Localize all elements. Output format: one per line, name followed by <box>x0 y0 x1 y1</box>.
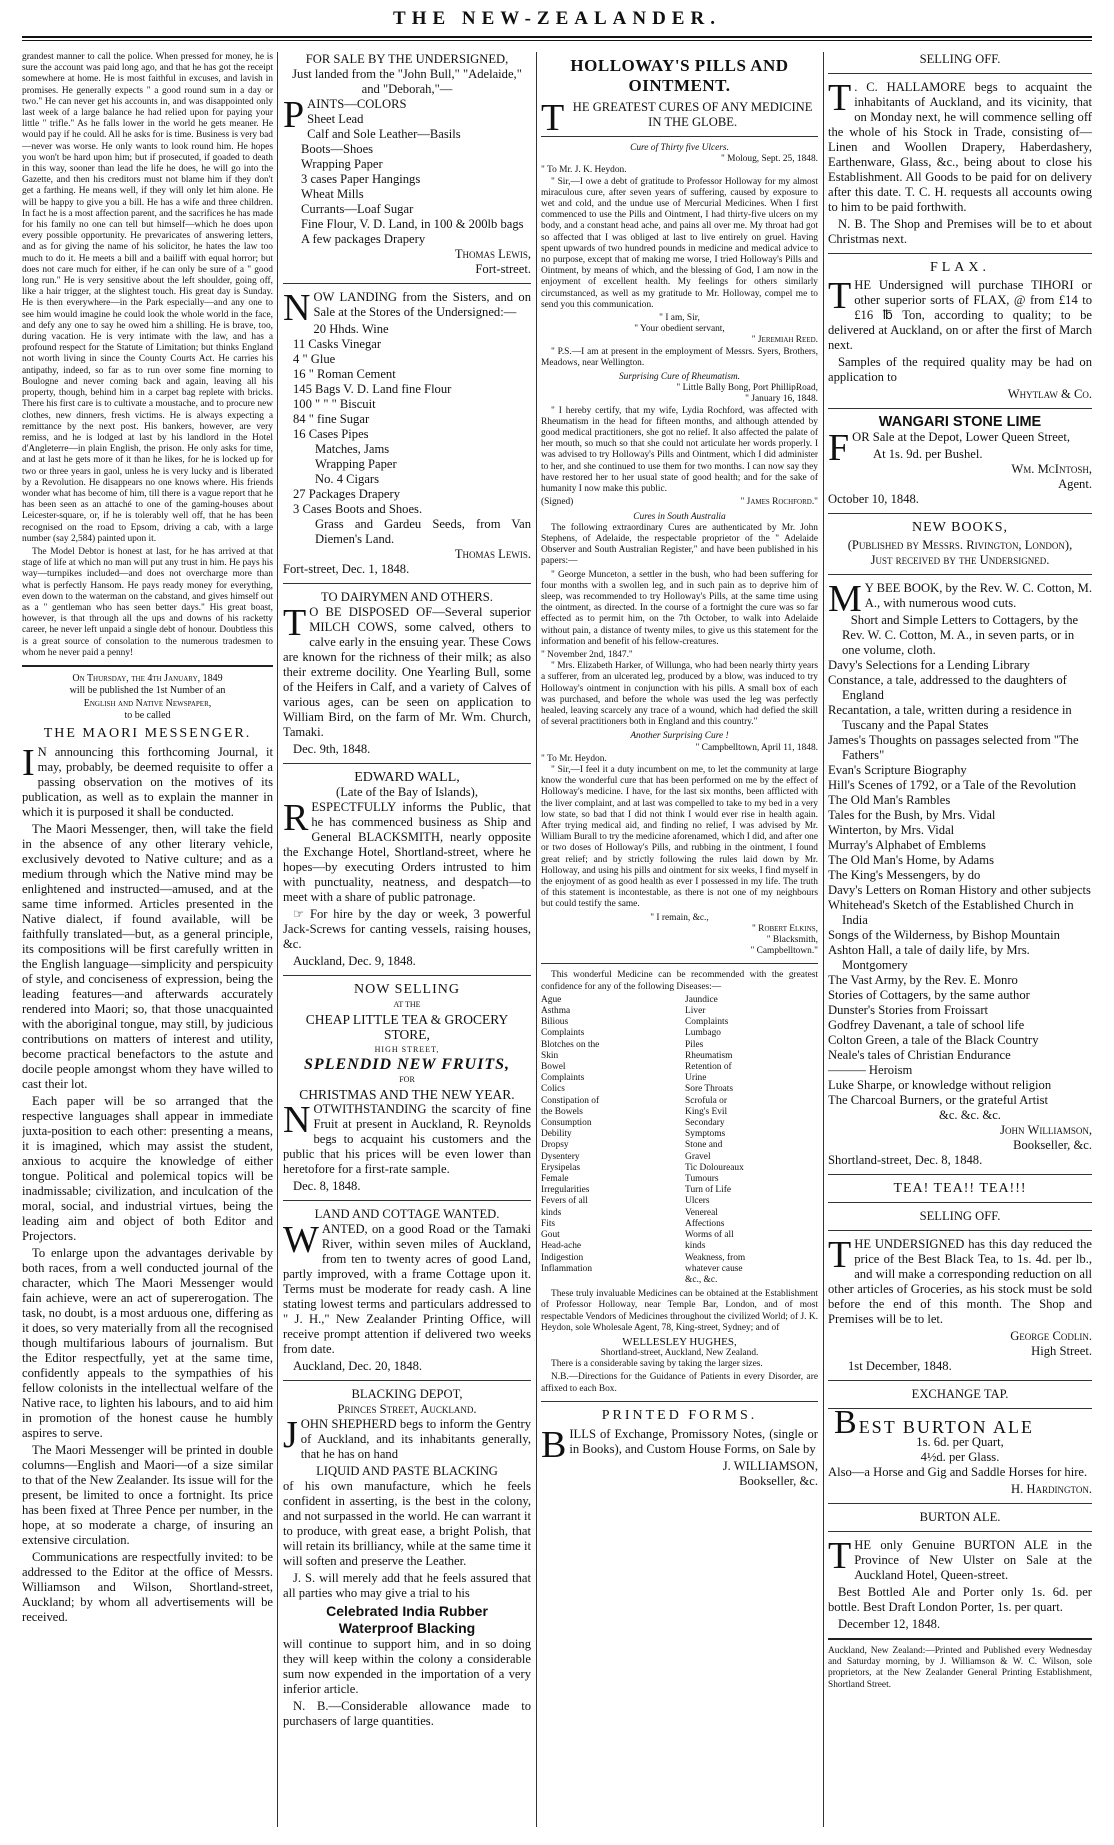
ad-subheading: FOR <box>399 1075 415 1084</box>
date: Auckland, Dec. 9, 1848. <box>293 954 416 968</box>
list-item: The Old Man's Home, by Adams <box>828 853 994 867</box>
divider <box>828 1503 1092 1504</box>
divider <box>828 1202 1092 1203</box>
list-item: Ulcers <box>685 1196 710 1207</box>
date: Shortland-street, Dec. 8, 1848. <box>828 1153 983 1167</box>
drop-cap: F <box>828 427 850 469</box>
signature: Agent. <box>1058 477 1092 491</box>
divider <box>828 1531 1092 1532</box>
cure-signature: " James Rochford." <box>740 497 818 508</box>
divider <box>283 583 531 584</box>
rubber-blacking-heading: Celebrated India Rubber <box>326 1603 488 1619</box>
paragraph: HE Undersigned will purchase TIHORI or other superior sorts of FLAX, @ from £14 to £16 ℔ Ton, according to quality; to be delivered at Auckland, on or after the first of March next. <box>828 278 1092 352</box>
holloway-note: N.B.—Directions for the Guidance of Patients in every Disorder, are affixed to each Box. <box>541 1372 818 1394</box>
cure-signature: " Robert Elkins, <box>752 923 818 934</box>
list-item: Whitehead's Sketch of the Established Church in India <box>828 898 1074 927</box>
rubber-blacking-heading: Waterproof Blacking <box>338 1620 476 1636</box>
cure-signature: " Campbelltown." <box>750 946 818 957</box>
date: October 10, 1848. <box>828 492 919 506</box>
ad-heading: SELLING OFF. <box>919 52 1001 66</box>
cure-addressee: " To Mr. J. K. Heydon. <box>541 165 627 176</box>
imprint: Auckland, New Zealand:—Printed and Published every Wednesday and Saturday morning, by J. Williamson & W. C. Wilson, sole proprietors, at the New Zealander General Printing Establishment, Shortland Street. <box>828 1646 1092 1690</box>
cure-letter: " Mrs. Elizabeth Harker, of Willunga, who had been nearly thirty years a sufferer, from an ulcerated leg, produced by a blow, was induced to try Holloway's ointment in conjunction with his pills. A small box of each was purchased, and before the whole was used the leg was perfectly healed, leaving scarcely any trace of a wound, which had defied the skill of several practitioners both in England and this country." <box>541 661 818 728</box>
date: December 12, 1848. <box>838 1617 941 1631</box>
list-item: Stories of Cottagers, by the same author <box>828 988 1030 1002</box>
cure-letter: " Sir,—I owe a debt of gratitude to Professor Holloway for my almost miraculous cure, after seven years of suffering, caused by exposure to wet and cold, and the undue use of Mercurial Medicines. When I first commenced to use the Pills and Ointment, I had thirty-five ulcers on my body, and a constant head ache, and pains all over me. My throat had got so affected that I was obliged at last to live entirely on gruel. Having spent upwards of two hundred pounds in medicine and medical advice to no purpose, except that of making me worse, I tried Holloway's Pills and Ointment, by means of which, and the blessing of God, I am now in the enjoyment of excellent health. My feelings for others similarly circumstanced, as well as my gratitude to Mr. Holloway, compel me to send you this communication. <box>541 176 818 310</box>
paragraph: Best Bottled Ale and Porter only 1s. 6d. per bottle. Best Draft London Porter, 1s. per quart. <box>828 1585 1092 1614</box>
list-item: 145 Bags V. D. Land fine Flour <box>293 382 452 396</box>
signature: J. WILLIAMSON, <box>722 1458 818 1473</box>
list-item: Constance, a tale, addressed to the daughters of England <box>828 673 1067 702</box>
list-item: Grass and Gardeu Seeds, from Van Diemen's Land. <box>315 517 531 546</box>
maori-messenger-body <box>22 742 273 1625</box>
list-item: Gout <box>541 1230 560 1241</box>
ad-heading: WANGARI STONE LIME <box>878 414 1042 430</box>
list-item: The Charcoal Burners, or the grateful Artist <box>828 1093 1048 1107</box>
paragraph: Also—a Horse and Gig and Saddle Horses for hire. <box>828 1465 1088 1479</box>
list-item: Lumbago <box>685 1028 721 1039</box>
list-item: Wrapping Paper <box>301 157 383 171</box>
paragraph: O BE DISPOSED OF—Several superior MILCH COWS, some calved, others to calve early in the ensuing year. These Cows are known for the richness of their milk; as also their extreme docility. One Yearling Bull, some of the Heifers in Calf, and a variety of Calves of various ages, can be seen on application to William Bird, on the farm of Mr. Wm. Church, Tamaki. <box>283 605 531 739</box>
list-item: Inflammation <box>541 1263 593 1274</box>
divider <box>283 1380 531 1381</box>
list-item: The King's Messengers, by do <box>828 868 981 882</box>
holloway-subtitle: HE GREATEST CURES OF ANY MEDICINE IN THE GLOBE. <box>572 100 813 129</box>
divider <box>828 73 1092 74</box>
list-item: Bowel Complaints <box>541 1062 585 1084</box>
list-item: Wrapping Paper <box>315 457 397 471</box>
list-item: Liver Complaints <box>685 1006 729 1028</box>
cure-closing: " I am, Sir, <box>659 313 700 324</box>
date: Fort-street, Dec. 1, 1848. <box>283 562 410 576</box>
cure-heading: Surprising Cure of Rheumatism. <box>618 372 740 383</box>
paragraph: N announcing this forthcoming Journal, it may, probably, be deemed requisite to offer a passing observation on the motives of its publication, as well as to explain the manner in which it is purposed it shall be conducted. <box>22 745 273 820</box>
list-item: Tumours <box>685 1174 719 1185</box>
divider <box>828 1638 1092 1640</box>
divider <box>828 1408 1092 1409</box>
masthead-rule-top <box>22 36 1092 38</box>
paragraph: Each paper will be so arranged that the respective languages shall appear in immediate juxta-position to each other: presenting a means, it is imagined, which may assist the student, anxious to acquire the knowledge of either tongue. Political and polemical topics will be inadmissable; civilization, and inculcation of the moral, social, and industrial virtues, being the leading aim and object of both Editor and Projectors. <box>22 1094 273 1244</box>
paragraph: OTWITHSTANDING the scarcity of fine Fruit at present in Auckland, R. Reynolds begs to acquaint his customers and the public that his prices will be even lower than heretofore for a first-rate sample. <box>283 1102 531 1176</box>
column-divider <box>277 52 278 1827</box>
list-item: Songs of the Wilderness, by Bishop Mountain <box>828 928 1060 942</box>
column-divider <box>536 52 537 1827</box>
paragraph: ILLS of Exchange, Promissory Notes, (single or in Books), and Custom House Forms, on Sale by <box>569 1426 818 1456</box>
signature: John Williamson, <box>1000 1123 1092 1137</box>
paragraph: will continue to support him, and in so doing they will keep within the colony a considerable sum now expended in the importation of a very inferior article. <box>283 1637 531 1696</box>
cure-place: " Moloug, Sept. 25, 1848. <box>720 154 818 165</box>
list-item: Female Irregularities <box>541 1174 590 1196</box>
list-item: No. 4 Cigars <box>315 472 380 486</box>
list-item: Erysipelas <box>541 1162 581 1173</box>
drop-cap: T <box>283 602 307 644</box>
list-item: Godfrey Davenant, a tale of school life <box>828 1018 1025 1032</box>
list-item: 4 " Glue <box>293 352 336 366</box>
signature: H. Hardington. <box>1011 1482 1092 1496</box>
date: Dec. 8, 1848. <box>293 1179 361 1193</box>
maori-intro-line: will be published the 1st Number of an <box>69 685 226 697</box>
ad-heading: EXCHANGE TAP. <box>911 1387 1009 1401</box>
date: Dec. 9th, 1848. <box>293 742 371 756</box>
paragraph: . C. HALLAMORE begs to acquaint the inhabitants of Auckland, and its vicinity, that on Monday next, he will commence selling off the whole of his Stock in Trade, consisting of—Linen and Woollen Drapery, Haberdashery, Earthenware, Glass, &c., being about to close his Establishment. All Goods to be paid for on delivery after this date. T. C. H. requests all accounts owing to him to be paid forthwith. <box>828 80 1092 214</box>
list-item: The Vast Army, by the Rev. E. Monro <box>828 973 1018 987</box>
list-item: Winterton, by Mrs. Vidal <box>828 823 955 837</box>
list-item: Davy's Letters on Roman History and other subjects <box>828 883 1091 897</box>
divider <box>541 136 818 137</box>
list-item: The Old Man's Rambles <box>828 793 951 807</box>
list-item: Dunster's Stories from Froissart <box>828 1003 989 1017</box>
divider <box>828 1380 1092 1381</box>
list-item: Tic Doloureaux <box>685 1162 744 1173</box>
list-item: 20 Hhds. Wine <box>313 322 389 336</box>
drop-cap: N <box>283 287 311 329</box>
signature: Thomas Lewis, <box>454 247 531 261</box>
divider <box>22 665 273 667</box>
ad-heading: EDWARD WALL, <box>354 770 460 785</box>
list-item: Luke Sharpe, or knowledge without religion <box>828 1078 1052 1092</box>
cure-letter: The following extraordinary Cures are authenticated by Mr. John Stephens, of Adelaide, the respectable proprietor of the " Adelaide Observer and South Australian Register," and have been published in his papers:— <box>541 522 818 567</box>
list-item: Dysentery <box>541 1151 580 1162</box>
cure-date: " January 16, 1848. <box>745 394 818 405</box>
divider <box>283 763 531 764</box>
cure-place: " Campbelltown, April 11, 1848. <box>695 742 818 753</box>
etc: &c. &c. &c. <box>939 1108 1001 1122</box>
paragraph: OW LANDING from the Sisters, and on Sale at the Stores of the Undersigned:— <box>313 290 531 319</box>
landing-list <box>283 322 531 547</box>
price: 1s. 6d. per Quart, <box>916 1435 1004 1449</box>
maori-intro-line: to be called <box>124 709 171 721</box>
divider <box>283 283 531 284</box>
list-item: Indigestion <box>541 1252 584 1263</box>
column-2 <box>283 52 531 1832</box>
price: 4½d. per Glass. <box>920 1450 1000 1464</box>
drop-cap: P <box>283 94 305 136</box>
ad-heading: TEA! TEA!! TEA!!! <box>893 1181 1027 1196</box>
cure-addressee: " To Mr. Heydon. <box>541 753 607 764</box>
list-item: 3 cases Paper Hangings <box>301 172 421 186</box>
maori-intro-line: English and Native Newspaper, <box>83 697 212 709</box>
signature: Wm. McIntosh, <box>1011 462 1092 476</box>
list-item: Evan's Scripture Biography <box>828 763 967 777</box>
maori-messenger-title: THE MAORI MESSENGER. <box>43 726 252 742</box>
list-item: Constipation of the Bowels <box>541 1095 600 1117</box>
ad-heading: PRINTED FORMS. <box>601 1407 758 1423</box>
paragraph: To enlarge upon the advantages derivable by both races, from a well conducted journal of the character, which The Maori Messenger would fain achieve, were an act of supererogation. The task, no doubt, is a most arduous one, differing as it does, so very materially from all the recognised though multifarious labours of journalism. But the Editor respectfully, yet at the same time, confidently appeals to the sympathies of his fellow colonists in the intellectual welfare of the Native race, to lighten his labours, and to aid him in promotion of the honest cause he humbly aspires to serve. <box>22 1246 273 1441</box>
list-item: &c., &c. <box>685 1274 718 1285</box>
column-1 <box>22 52 273 1832</box>
diseases-list <box>541 995 818 1286</box>
cure-signed: (Signed) <box>541 497 574 508</box>
list-item: Sheet Lead <box>307 112 364 126</box>
ad-subheading: Princes Street, Auckland. <box>337 1402 477 1416</box>
ad-subheading: AT THE <box>393 1000 421 1009</box>
list-item: A few packages Drapery <box>301 232 426 246</box>
ad-heading: BURTON ALE. <box>919 1510 1001 1524</box>
agent-address: Shortland-street, Auckland, New Zealand. <box>600 1347 759 1358</box>
list-item: Boots—Shoes <box>301 142 374 156</box>
list-item: Secondary Symptoms <box>685 1118 726 1140</box>
paragraph: OHN SHEPHERD begs to inform the Gentry of Auckland, and its inhabitants generally, that he has on hand <box>300 1417 531 1461</box>
list-item: 11 Casks Vinegar <box>293 337 382 351</box>
list-item: Murray's Alphabet of Emblems <box>828 838 986 852</box>
model-debtor-text-2: The Model Debtor is honest at last, for he has arrived at that stage of life at which no man will put any trust in him. He pays his way—turnpikes included—and does not overcharge more than what is perfectly Hansom. He pays ready money for everything, even down to the waterman on the cabstand, and gives himself out as a " gentleman who has seen better days." His great boast, however, is that through all the ups and downs of his racketty career, he never left unpaid a single debt of honour. Doubtless this is a great source of consolation to the numerous tradesmen to whom he never paid a penny! <box>22 546 273 658</box>
list-item: Debility <box>541 1129 572 1140</box>
ad-heading: FLAX. <box>929 260 991 275</box>
column-divider <box>823 52 824 1827</box>
paragraph: HE only Genuine BURTON ALE in the Province of New Ulster on Sale at the Auckland Hotel, Queen-street. <box>854 1538 1092 1582</box>
paragraph: N. B. The Shop and Premises will be to et about Christmas next. <box>828 217 1092 246</box>
column-4 <box>828 52 1092 1832</box>
list-item: Currants—Loaf Sugar <box>301 202 414 216</box>
divider <box>283 975 531 976</box>
paragraph: The Maori Messenger, then, will take the field in the absence of any other literary vehicle, exclusively devoted to Native culture; and as a medium through which the Native mind may be enlightened and instructed—amused, and at the same time informed. Articles presented in the Native dialect, if found available, will be faithfully translated—but, as a general principle, its compositions will be first carefully written in the English language—simplicity and perspicuity of style, and conciseness of expression, being the leading features—and afterwards accurately rendered into Maori; so, that those unacquainted with the aboriginal tongue, may still, by judicious contributions on matters of interest and utility, become practical benefactors to the astute and docile people amongst whom they have willed to cast their lot. <box>22 822 273 1092</box>
drop-cap: J <box>283 1414 298 1456</box>
list-item: 84 " fine Sugar <box>293 412 370 426</box>
list-item: Stone and Gravel <box>685 1140 723 1162</box>
ad-subheading: (Published by Messrs. Rivington, London), <box>847 538 1073 552</box>
paragraph: The Maori Messenger will be printed in double columns—English and Maori—of a size similar to that of the New Zealander. Its issue will for the present, be limited to once a fortnight. Its price has been fixed at Three Pence per number, in the hope, at so moderate a charge, of insuring an extensive circulation. <box>22 1443 273 1548</box>
price: At 1s. 9d. per Bushel. <box>873 447 983 461</box>
list-item: Recantation, a tale, written during a residence in Tuscany and the Papal States <box>828 703 1072 732</box>
ad-subheading: Just received by the Undersigned. <box>870 553 1050 567</box>
drop-cap: W <box>283 1219 319 1261</box>
list-item: 16 Cases Pipes <box>293 427 369 441</box>
paragraph: Samples of the required quality may be had on application to <box>828 355 1092 384</box>
drop-cap: B <box>541 1423 567 1466</box>
signature: George Codlin. <box>1010 1329 1092 1343</box>
signature: Whytlaw & Co. <box>1007 387 1092 401</box>
drop-cap: B <box>834 1404 859 1441</box>
paragraph: J. S. will merely add that he feels assured that all parties who may give a trial to his <box>283 1571 531 1600</box>
list-item: Consumption <box>541 1118 592 1129</box>
list-item: Dropsy <box>541 1140 569 1151</box>
divider <box>541 963 818 964</box>
ad-heading: LAND AND COTTAGE WANTED. <box>314 1207 500 1221</box>
list-item: Blotches on the Skin <box>541 1039 600 1061</box>
cure-letter: " George Munceton, a settler in the bush, who had been suffering for four months with a swollen leg, and in such pain as to deprive him of sleep, was recommended to try Holloway's Pills, at the same time using the ointment, as directed. In the course of a fortnight the cure was so far effected as to permit him, on the 7th October, to walk into Adelaide without pain, a distance of twenty miles, to give us this statement for the information and benefit of his fellow-creatures. <box>541 569 818 647</box>
book-item: Y BEE BOOK, by the Rev. W. C. Cotton, M. A., with numerous wood cuts. <box>864 581 1092 610</box>
drop-cap: M <box>828 578 862 620</box>
list-item: Weakness, from whatever cause <box>685 1252 746 1274</box>
ad-subheading: SELLING OFF. <box>919 1209 1001 1223</box>
list-item: Fevers of all kinds <box>541 1196 588 1218</box>
signature-place: Fort-street. <box>475 262 531 276</box>
signature: Thomas Lewis. <box>454 547 531 561</box>
list-item: Jaundice <box>685 994 718 1005</box>
date: Auckland, Dec. 20, 1848. <box>293 1359 423 1373</box>
paragraph: ESPECTFULLY informs the Public, that he has commenced business as Ship and General BLACKSMITH, nearly opposite the Exchange Hotel, Shortland-street, where he hopes—by executing Orders intrusted to him with punctuality, neatness, and despatch—to meet with a share of public patronage. <box>283 800 531 904</box>
list-item: Asthma <box>541 1006 571 1017</box>
list-item: AINTS—COLORS <box>307 97 407 111</box>
diseases-intro: This wonderful Medicine can be recommended with the greatest confidence for any of the following Diseases:— <box>541 970 818 992</box>
drop-cap: T <box>828 275 852 317</box>
drop-cap: N <box>283 1099 311 1141</box>
drop-cap: T <box>828 77 852 119</box>
list-item: Venereal Affections <box>685 1207 725 1229</box>
maori-intro-line: On Thursday, the 4th January, 1849 <box>72 672 223 684</box>
list-item: Rheumatism <box>685 1050 733 1061</box>
holloway-title: HOLLOWAY'S PILLS AND OINTMENT. <box>570 56 789 95</box>
list-item: Tales for the Bush, by Mrs. Vidal <box>828 808 996 822</box>
sale-list <box>283 94 531 247</box>
paragraph: N. B.—Considerable allowance made to purchasers of large quantities. <box>283 1699 531 1728</box>
divider <box>828 513 1092 514</box>
cure-closing: " Your obedient servant, <box>634 324 725 335</box>
divider <box>828 574 1092 575</box>
list-item: James's Thoughts on passages selected from "The Fathers" <box>828 733 1079 762</box>
cure-heading: Cure of Thirty five Ulcers. <box>630 143 729 153</box>
list-item: Matches, Jams <box>315 442 390 456</box>
holloway-note: There is a considerable saving by taking the larger sizes. <box>551 1359 763 1370</box>
divider <box>828 408 1092 409</box>
ad-subheading: Just landed from the "John Bull," "Adelaide," <box>292 67 522 81</box>
book-list <box>828 613 1092 1108</box>
list-item: Head-ache <box>541 1241 582 1252</box>
list-item: Fits <box>541 1218 556 1229</box>
list-item: Short and Simple Letters to Cottagers, by the Rev. W. C. Cotton, M. A., in seven parts, or in one volume, cloth. <box>842 613 1079 657</box>
list-item: Davy's Selections for a Lending Library <box>828 658 1030 672</box>
divider <box>828 1174 1092 1175</box>
paragraph: of his own manufacture, which he feels confident in asserting, is the best in the colony, and not surpassed in the world. He can warrant it to produce, with great ease, a bright Polish, that will retain its brilliancy, while at the same time it will soften and preserve the Leather. <box>283 1479 531 1568</box>
signature: High Street. <box>1031 1344 1092 1358</box>
divider <box>283 1200 531 1201</box>
cure-closing: " I remain, &c., <box>650 912 709 923</box>
list-item: Sore Throats <box>685 1084 734 1095</box>
cure-signature: " Blacksmith, <box>766 935 818 946</box>
divider <box>828 253 1092 254</box>
signature: Bookseller, &c. <box>1013 1138 1092 1152</box>
list-item: Wheat Mills <box>301 187 364 201</box>
list-item: Worms of all kinds <box>685 1230 734 1252</box>
list-item: Piles <box>685 1039 704 1050</box>
diseases-left <box>541 995 674 1286</box>
date: 1st December, 1848. <box>848 1359 952 1373</box>
cure-signature: " Jeremiah Reed. <box>751 335 818 346</box>
list-item: Bilious Complaints <box>541 1017 585 1039</box>
masthead-rule-bottom <box>22 40 1092 41</box>
holloway-agent: These truly invaluable Medicines can be obtained at the Establishment of Professor Holloway, near Temple Bar, London, and of most respectable Vendors of Medicines throughout the civilized World; of J. K. Heydon, sole Wholesale Agent, 78, King-street, Sydney; and of <box>541 1289 818 1333</box>
signature: Bookseller, &c. <box>739 1473 818 1488</box>
ad-heading: FOR SALE BY THE UNDERSIGNED, <box>305 52 509 66</box>
cure-letter: " Sir,—I feel it a duty incumbent on me, to let the community at large know the wonderful cure that has been performed on me by the effect of Holloway's medicine. I have, for the last six months, been afflicted with the liver complaint, and at last was compelled to take to my bed in a very low state, so bad that I did not think I would ever rise in health again. After trying medical aid, and finding no relief, I was advised by Mr. William Burall to try the medicine aforenamed, which I did, and after one or two doses of Holloway's Pills, and rubbing in the ointment, I found great relief; and by strictly following the rules laid down by Mr. Holloway, and using his pills and ointment for six weeks, I find myself in the enjoyment of as good health as ever I possessed in my life. The truth of this statement is incontestable, as there is not one of my neighbours but could testify the same. <box>541 764 818 910</box>
list-item: Retention of Urine <box>685 1062 732 1084</box>
ad-heading: NEW BOOKS, <box>911 520 1009 535</box>
list-item: Calf and Sole Leather—Basils <box>307 127 461 141</box>
maori-intro <box>22 673 273 722</box>
list-item: 3 Cases Boots and Shoes. <box>293 502 423 516</box>
list-item: ——— Heroism <box>828 1063 913 1077</box>
ad-subheading: CHRISTMAS AND THE NEW YEAR. <box>299 1087 515 1102</box>
ad-subheading: LIQUID AND PASTE BLACKING <box>316 1464 498 1478</box>
ad-subheading: HIGH STREET, <box>374 1045 440 1054</box>
list-item: Scrofula or King's Evil <box>685 1095 728 1117</box>
burton-ale-title: EST BURTON ALE <box>858 1417 1034 1437</box>
splendid-fruits-heading: SPLENDID NEW FRUITS, <box>304 1056 510 1073</box>
cure-postscript: " P.S.—I am at present in the employment of Messrs. Syers, Brothers, Meadows, near Wellington. <box>541 346 818 368</box>
divider <box>541 1401 818 1402</box>
ad-heading: TO DAIRYMEN AND OTHERS. <box>321 590 493 604</box>
cure-letter: " I hereby certify, that my wife, Lydia Rochford, was affected with Rheumatism in the head for fifteen months, and although attended by good medical practitioners, she got no relief. It also affected the palate of her mouth, so much so that she could not articulate her words properly. I was advised to try Holloway's Pills and Ointment, which I did administer to her, and she continued to use them for two months. I can now say they have restored her to her usual state of good health; and for the sake of humanity I now make this public. <box>541 405 818 495</box>
ad-subheading: (Late of the Bay of Islands), <box>336 785 478 799</box>
drop-cap: I <box>22 742 35 785</box>
paragraph: ☞ For hire by the day or week, 3 powerful Jack-Screws for canting vessels, raising houses, &c. <box>283 907 531 951</box>
burton-title <box>828 1404 1092 1441</box>
masthead: THE NEW-ZEALANDER. <box>393 8 721 29</box>
ad-heading: NOW SELLING <box>353 982 460 997</box>
list-item: 27 Packages Drapery <box>293 487 401 501</box>
list-item: Neale's tales of Christian Endurance <box>828 1048 1011 1062</box>
divider <box>828 1230 1092 1231</box>
agent-name: WELLESLEY HUGHES, <box>622 1335 737 1348</box>
paragraph: Communications are respectfully invited: to be addressed to the Editor at the office of Messrs. Williamson and Wilson, Shortland-street, Auckland; by whom all advertisements will be received. <box>22 1550 273 1625</box>
drop-cap: T <box>828 1234 852 1276</box>
drop-cap: T <box>541 97 565 139</box>
ad-subheading: and "Deborah,"— <box>361 82 453 96</box>
drop-cap: R <box>283 797 309 839</box>
list-item: Colton Green, a tale of the Black Country <box>828 1033 1039 1047</box>
diseases-right <box>685 995 818 1286</box>
cure-date: " November 2nd, 1847." <box>541 649 633 660</box>
list-item: Hill's Scenes of 1792, or a Tale of the Revolution <box>828 778 1077 792</box>
list-item: Ague <box>541 994 562 1005</box>
column-3 <box>541 52 818 1832</box>
model-debtor-text: grandest manner to call the police. When pressed for money, he is sure the account was paid long ago, and that he has got the receipt somewhere at home. He is most faithful in excuses, and lavish in promises. He generally expects " a good round sum in a day or two." He can never get his accounts in, and was disappointed only last week of a large balance he had relied upon for paying your little " trifle." As he falls lower in the world he gets meaner. He would pay if he could. All he asks for is time. Business is very bad—never was worse. He only wants to look round him. He hopes you won't be hard upon him; but if prosecuted, if goaded to death in this way, sooner than lead the life he does, he will go into the Gazette, and then his creditors must not blame him if they don't get a farthing. He means well, if they will only let him alone. He will be happy to give you a bill. He has a wife and three children. In fact he is a most affection parent, and the sacrifices he has made for his family no one can tell but himself—which he does upon every possible opportunity. He prevaricates of answering letters, and as for giving the name of his solicitor, he hates the law too much to do it. He meets a bill and a bailiff with equal horror; but does not care much for either, if he can only be sure of a " good long run." He is very sensitive about the left shoulder, going off, like a hair trigger, at the slightest touch. His great day is Sunday. He is then everywhere—in the Park especially—and any one to see him would imagine he could look the whole world in the face, and defy any one to say he owed him a shilling. He is brave, too, during vacation. He is very intimate with the law, and has a profound respect for the Statute of Limitation; but thinks England not worth living in since the County Courts Act. He carries his antipathy, indeed, so far as to run over some fine morning to Boulogne and never coming back and again, leaving all his property, though, behind him in a carpet bag replete with bricks. There his first care is to cultivate a moustache, and to procure new clothes, new dinners, fresh victims. He is always expecting a remittance by the next post. His bankers, however, are very remiss, and he is lodged at last by his landlord in the Hotel d'Angleterre—in plain English, the prison. He only asks for time, and at last he gets more of it than he likes, for he is locked up for two or three years in gaol, unless he is very lucky and is liberated by a Revolution. He disappears no one knows where. His friends wonder what has become of him, till there is a vague report that he has been seen as an attaché to one of the gaming-houses about Leicester-square, or, if he is tolerably well off, that he has been recognised on the road to Epsom, driving a cab, with a large number (say 2,584) painted upon it. <box>22 52 273 544</box>
list-item: Colics <box>541 1084 565 1095</box>
list-item: Ashton Hall, a tale of daily life, by Mrs. Montgomery <box>828 943 1030 972</box>
ad-subheading: CHEAP LITTLE TEA & GROCERY STORE, <box>305 1012 509 1042</box>
cure-place: " Little Bally Bong, Port PhillipRoad, <box>676 383 818 394</box>
paragraph: HE UNDERSIGNED has this day reduced the price of the Best Black Tea, to 1s. 4d. per lb., and will make a corresponding reduction on all other articles of Groceries, as his stock must be sold before the end of this month. The Shop and Premises will be to let. <box>828 1237 1092 1326</box>
paragraph: ANTED, on a good Road or the Tamaki River, within seven miles of Auckland, from ten to twenty acres of good Land, partly improved, with a frame Cottage upon it. Terms must be moderate for ready cash. A line stating lowest terms and particulars addressed to " J. H.," New Zealander Printing Office, will receive prompt attention if delivered two weeks from date. <box>283 1222 531 1356</box>
cure-heading: Cures in South Australia <box>633 511 726 522</box>
list-item: Turn of Life <box>685 1185 732 1196</box>
paragraph: OR Sale at the Depot, Lower Queen Street, <box>852 430 1071 444</box>
list-item: 100 " " " Biscuit <box>293 397 376 411</box>
list-item: 16 " Roman Cement <box>293 367 396 381</box>
list-item: Fine Flour, V. D. Land, in 100 & 200lb bags <box>301 217 524 231</box>
ad-heading: BLACKING DEPOT, <box>351 1387 463 1401</box>
drop-cap: T <box>828 1535 852 1577</box>
cure-heading: Another Surprising Cure ! <box>630 731 729 742</box>
